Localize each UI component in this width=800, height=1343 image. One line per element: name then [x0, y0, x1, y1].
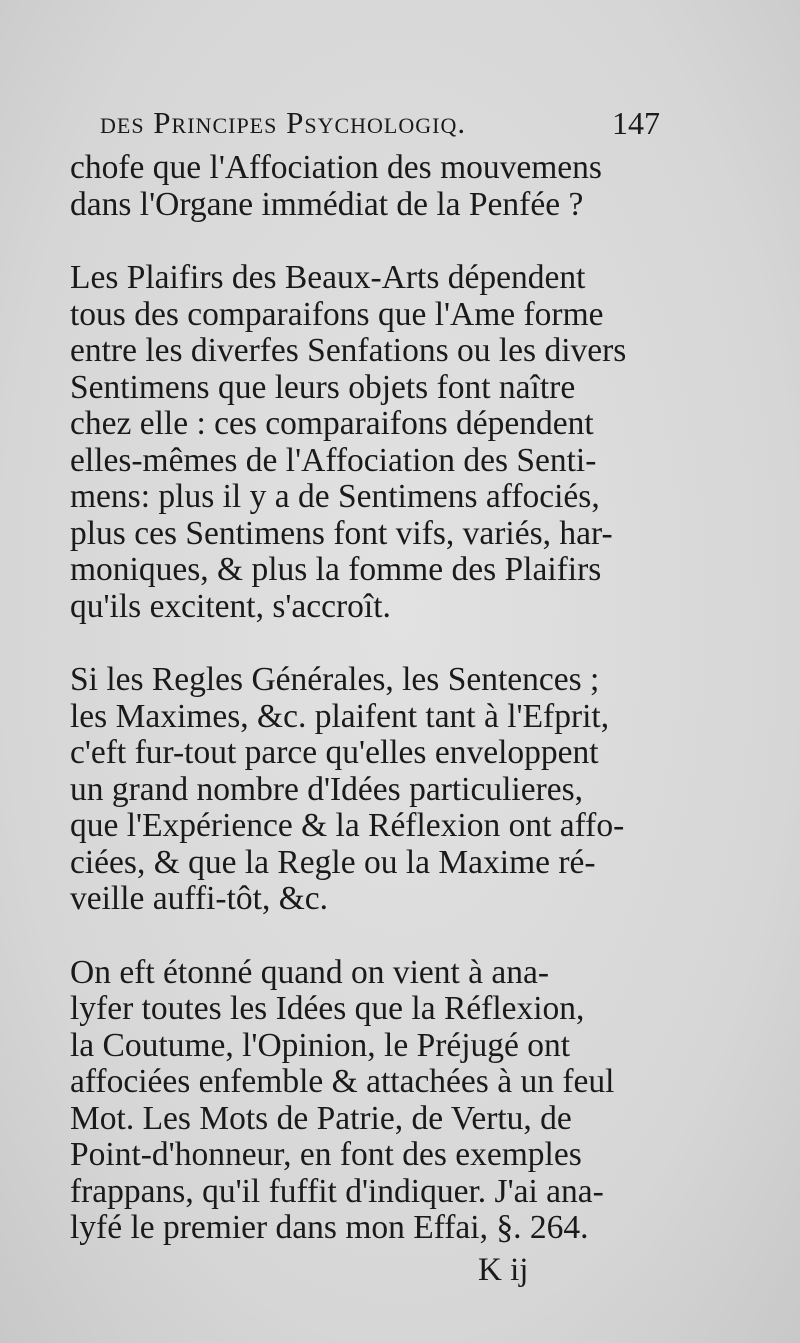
paragraph-gap — [70, 918, 660, 955]
page-header — [100, 105, 660, 151]
paragraph-beaux-arts: Les Plaifirs des Beaux-Arts dépendent tous des comparaifons que l'Ame forme entre les diverfes Senfations ou les divers Sentimens que leurs objets font naître chez elle : ces comparaifons dépendent elles-mêmes de l'Affociation des Senti- mens: plus il y a de Sentimens affociés, plus ces Sentimens font vifs, variés, har- moniques, & plus la fomme des Plaifirs qu'ils excitent, s'accroît. — [70, 259, 627, 625]
page-number: 147 — [612, 105, 660, 141]
running-title: des Principes Psychologiq. — [100, 105, 467, 140]
body-text — [70, 150, 660, 1247]
paragraph-regles: Si les Regles Générales, les Sentences ; les Maximes, &c. plaifent tant à l'Efprit, c'eft fur-tout parce qu'elles enveloppent un grand nombre d'Idées particulieres, que l'Expérience & la Réflexion ont affo- ciées, & que la Regle ou la Maxime ré- veille auffi-tôt, &c. — [70, 661, 625, 917]
paragraph-continuation: chofe que l'Affociation des mouvemens dans l'Organe immédiat de la Penfée ? — [70, 149, 602, 223]
paragraph-gap — [70, 625, 660, 662]
paragraph-association-mots: On eft étonné quand on vient à ana- lyfer toutes les Idées que la Réflexion, la Coutume, l'Opinion, le Préjugé ont affociées enfemble & attachées à un feul Mot. Les Mots de Patrie, de Vertu, de Point-d'honneur, en font des exemples frappans, qu'il fuffit d'indiquer. J'ai ana- lyfé le premier dans mon Effai, §. 264. — [70, 953, 615, 1246]
signature-mark: K ij — [478, 1252, 529, 1288]
paragraph-gap — [70, 223, 660, 260]
